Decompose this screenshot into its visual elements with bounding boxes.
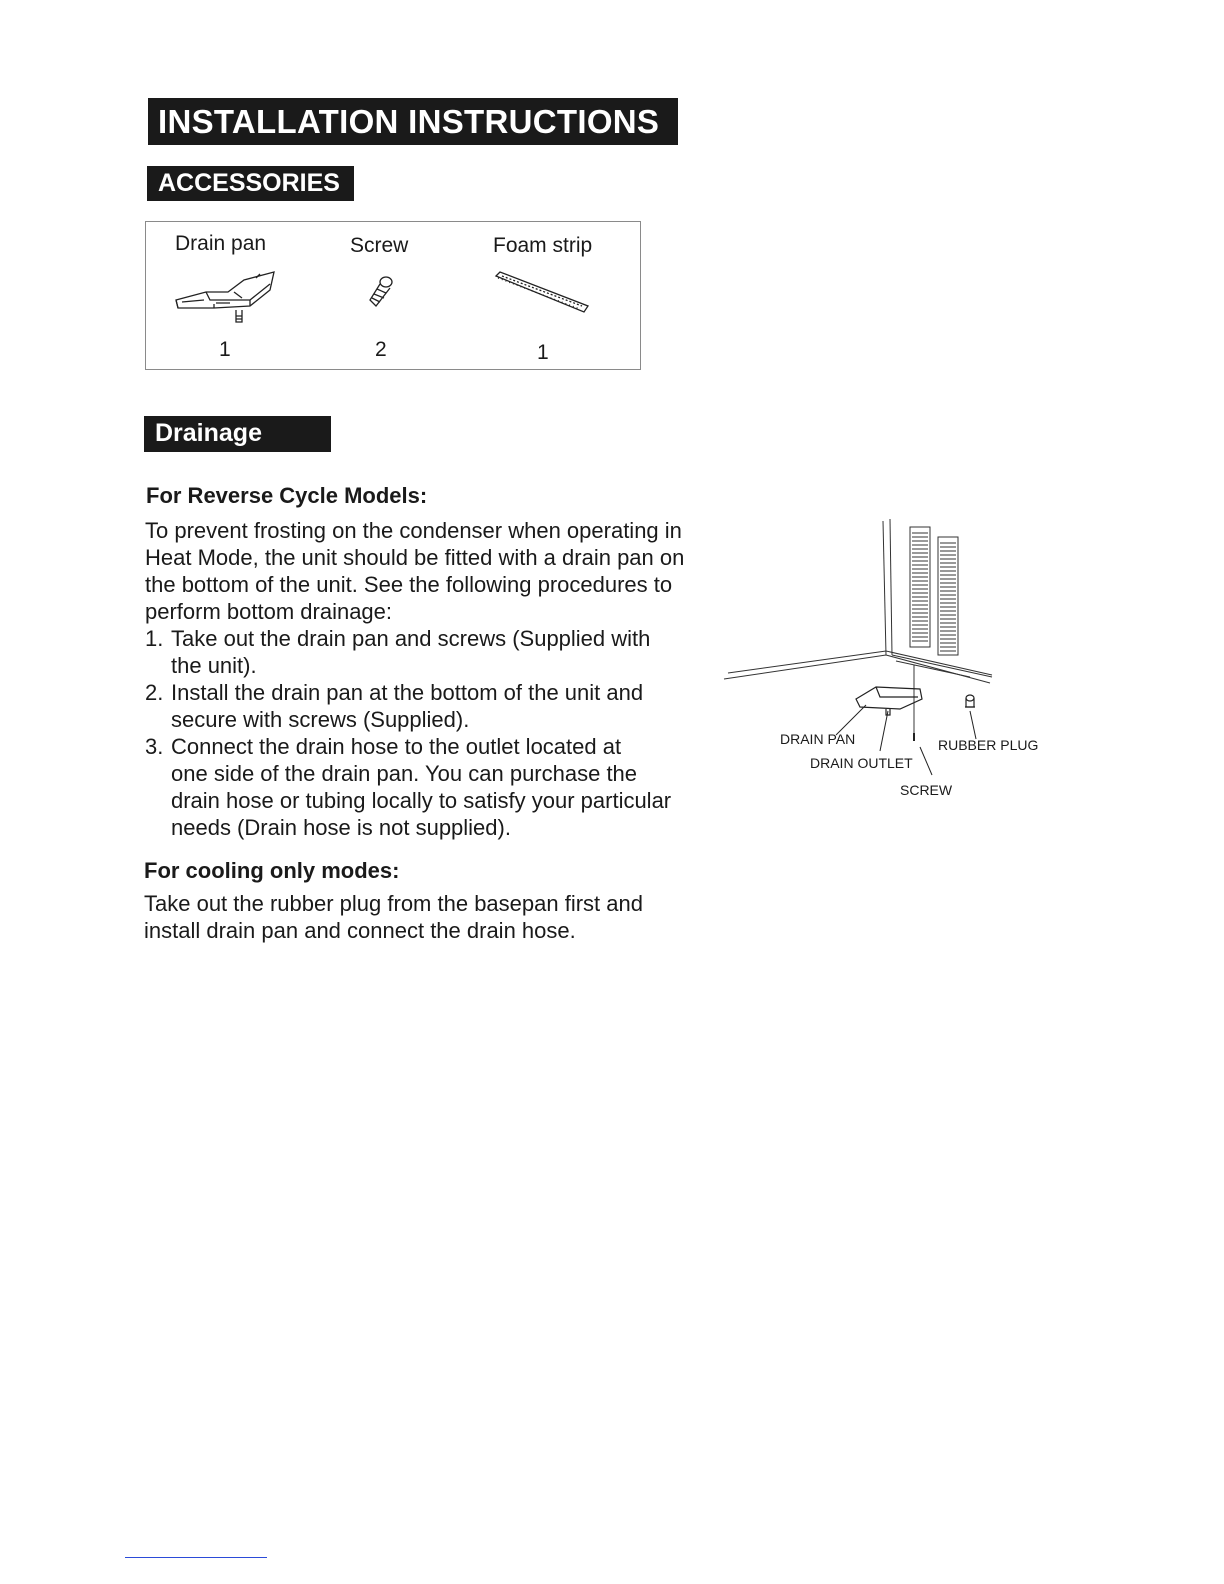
drainage-heading: Drainage	[144, 416, 331, 452]
callout-screw: SCREW	[900, 782, 953, 798]
text-line: Heat Mode, the unit should be fitted with a drain pan on	[145, 545, 685, 570]
text-line: Install the drain pan at the bottom of the unit and	[171, 680, 644, 705]
step-number: 3.	[145, 734, 164, 759]
text-line: the unit).	[171, 653, 257, 678]
footer-rule	[125, 1557, 267, 1558]
accessory-qty: 2	[375, 338, 387, 361]
accessory-qty: 1	[219, 338, 231, 361]
text-line: Take out the drain pan and screws (Supplied with	[171, 626, 651, 651]
text-line: drain hose or tubing locally to satisfy your particular	[171, 788, 672, 813]
accessory-name: Foam strip	[493, 234, 593, 257]
accessory-name: Screw	[350, 234, 409, 257]
page-title: INSTALLATION INSTRUCTIONS	[148, 98, 678, 145]
text-line: Connect the drain hose to the outlet located at	[171, 734, 622, 759]
callout-drain-pan: DRAIN PAN	[780, 731, 856, 747]
cooling-only-heading: For cooling only modes:	[144, 858, 400, 883]
text-line: perform bottom drainage:	[145, 599, 393, 624]
procedure-step	[145, 733, 671, 841]
reverse-cycle-heading: For Reverse Cycle Models:	[146, 483, 428, 508]
text-line: the bottom of the unit. See the following procedures to	[145, 572, 673, 597]
cooling-only-text	[144, 890, 643, 944]
drain-pan-installation-diagram	[720, 515, 1060, 815]
procedure-step	[145, 679, 671, 733]
accessory-qty: 1	[537, 341, 549, 364]
text-line: Take out the rubber plug from the basepan first and	[144, 891, 643, 916]
accessories-heading: ACCESSORIES	[147, 166, 354, 201]
text-line: needs (Drain hose is not supplied).	[171, 815, 511, 840]
foam-strip-icon	[492, 270, 592, 316]
text-line: secure with screws (Supplied).	[171, 707, 470, 732]
text-line: To prevent frosting on the condenser when operating in	[145, 518, 682, 543]
step-number: 2.	[145, 680, 164, 705]
accessories-table	[145, 221, 641, 370]
step-number: 1.	[145, 626, 164, 651]
callout-rubber-plug: RUBBER PLUG	[938, 737, 1039, 753]
procedure-step	[145, 625, 671, 679]
drain-pan-icon	[170, 270, 280, 332]
screw-icon	[366, 274, 396, 310]
reverse-cycle-intro	[145, 517, 684, 625]
accessory-name: Drain pan	[175, 232, 267, 255]
callout-drain-outlet: DRAIN OUTLET	[810, 755, 913, 771]
procedure-steps	[145, 625, 671, 841]
text-line: one side of the drain pan. You can purchase the	[171, 761, 638, 786]
text-line: install drain pan and connect the drain hose.	[144, 918, 576, 943]
